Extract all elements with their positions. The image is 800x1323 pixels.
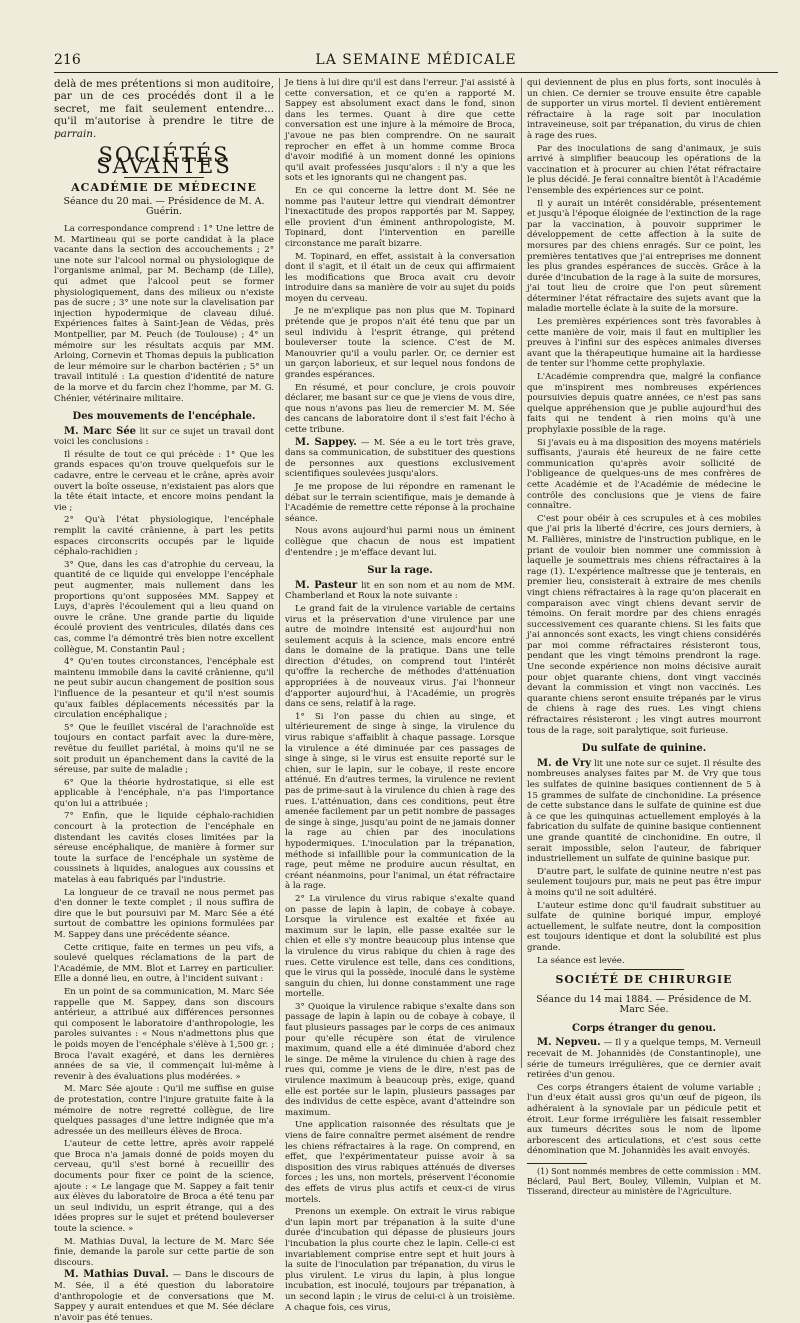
- paragraph: Les premières expériences sont très favorables à cette manière de voir, mais il faut en multiplier les preuves à l'infini sur des espèces animales diverses avant que la thérapeutique humaine ait la hardiesse de tenter sur l'homme cette prophylaxie.: [527, 317, 761, 370]
- speaker-name: M. Pasteur: [295, 579, 358, 591]
- paragraph: Je me propose de lui répondre en ramenant le débat sur le terrain scientifique, mais je demande à l'Académie de remettre cette réponse à la prochaine séance.: [285, 481, 515, 524]
- paragraph: Ces corps étrangers étaient de volume variable ; l'un d'eux était aussi gros qu'un œuf de pigeon, ils adhéraient à la synoviale par un pédicule petit et étroit. Leur forme irrégulière les faisait ressembler aux tumeurs décrites sous le nom de lipome arborescent des articulations, et c'est sous cette dénomination que M. Johannidès les avait envoyés.: [527, 1082, 761, 1157]
- paragraph: C'est pour obéir à ces scrupules et à ces mobiles que j'ai pris la liberté d'écrire, ces jours derniers, à M. Fallières, ministre de l'instruction publique, en le priant de vouloir bien nommer une commission à laquelle je soumettrais mes chiens réfractaires à la rage (1). L'expérience maîtresse que je tenterais, en premier lieu, consisterait à extraire de mes chenils vingt chiens réfractaires à la rage qu'on placerait en comparaison avec vingt chiens devant servir de témoins. On ferait mordre par des chiens enragés successivement ces quarante chiens. Si les faits que j'ai annoncés sont exacts, les vingt chiens considérés par moi comme réfractaires résisteront tous, pendant que les vingt témoins prendront la rage. Une seconde expérience non moins décisive aurait pour objet quarante chiens, dont vingt vaccinés devant la commission et vingt non vaccinés. Les quarante chiens seront ensuite trépanés par le virus de chiens à rage des rues. Les vingt chiens réfractaires résisteront ; les vingt autres mourront tous de la rage, soit paralytique, soit furieuse.: [527, 513, 761, 736]
- paragraph: 4° Qu'en toutes circonstances, l'encéphale est maintenu immobile dans la cavité crânienne, qu'il ne peut subir aucun changement de position sous l'influence de la pesanteur et qu'il n'est soumis qu'aux faibles déplacements nécessités par la circulation encéphalique ;: [54, 657, 274, 721]
- paragraph: La séance est levée.: [537, 955, 625, 966]
- speaker-name: M. de Vry: [537, 757, 592, 769]
- title-rule: [604, 969, 684, 970]
- paragraph: Une application raisonnée des résultats que je viens de faire connaître permet aisément de rendre les chiens réfractaires à la rage. On comprend, en effet, que l'expérimentateur puisse avoir à sa disposition des virus rabiques atténués de diverses forces ; les uns, non mortels, préservent l'économie des effets de virus plus actifs et ceux-ci de virus mortels.: [285, 1120, 515, 1205]
- paragraph: L'auteur estime donc qu'il faudrait substituer au sulfate de quinine boriqué impur, employé actuellement, le sulfate neutre, dont la composition est toujours identique et dont la solubilité est plus grande.: [527, 900, 761, 953]
- paragraph: [54, 427, 274, 448]
- meeting-line: Séance du 14 mai 1884. — Présidence de M. Marc Sée.: [536, 993, 752, 1016]
- speaker-name: M. Mathias Duval.: [64, 1269, 169, 1281]
- paragraph: En un point de sa communication, M. Marc Sée rappelle que M. Sappey, dans son discours antérieur, a attribué aux différences personnes qui composent le laboratoire d'anthropologie, les paroles suivantes : « Nous n'admettons plus que le poids moyen de l'encéphale s'élève à 1,500 gr. ; Broca l'avait exagéré, et dans les dernières années de sa vie, il commençait lui-même à revenir à des évaluations plus modérées. »: [54, 986, 274, 1082]
- column-rule: [279, 78, 280, 1068]
- speaker-name: M. Marc Sée: [64, 425, 137, 437]
- running-head: [54, 52, 778, 70]
- paragraph: 5° Que le feuillet viscéral de l'arachnoïde est toujours en contact parfait avec la dure-mère, revêtue du feuillet pariétal, à moins qu'il ne se soit produit un épanchement dans la cavité de la séreuse, par suite de maladie ;: [54, 722, 274, 776]
- paragraph: Cette critique, faite en termes un peu vifs, a soulevé quelques réclamations de la part de l'Académie, de MM. Blot et Larrey en particulier. Elle a donné lieu, en outre, à l'incident suivant :: [54, 942, 274, 985]
- paragraph: [285, 581, 515, 602]
- paragraph-text: lit sur ce sujet un travail dont voici les conclusions :: [54, 426, 274, 448]
- meeting-line: Séance du 20 mai. — Présidence de M. A. Guérin.: [63, 195, 265, 218]
- paragraph: En ce qui concerne la lettre dont M. Sée ne nomme pas l'auteur lettre qui viendrait démontrer l'inexactitude des propos rapportés par M. Sappey, elle provient d'un éminent anthropologiste, M. Topinard, dont l'intervention en pareille circonstance me paraît bizarre.: [285, 185, 515, 249]
- speaker-name: M. Sappey.: [295, 436, 357, 448]
- paragraph: [54, 1270, 274, 1323]
- paragraph: [285, 438, 515, 480]
- paragraph: 2° Qu'à l'état physiologique, l'encéphale remplit la cavité crânienne, à part les petits espaces circonscrits occupés par le liquide céphalo-rachidien ;: [54, 515, 274, 558]
- paragraph: 3° Que, dans les cas d'atrophie du cerveau, la quantité de ce liquide qui enveloppe l'encéphale peut augmenter, mais nullement dans les proportions qu'ont supposées MM. Sappey et Luys, d'après l'écoulement qui a lieu quand on ouvre le crâne. Une grande partie du liquide écoulé provient des ventricules, dilatés dans ces cas, comme l'a démontré très bien notre excellent collègue, M. Constantin Paul ;: [54, 559, 274, 655]
- paragraph: Si j'avais eu à ma disposition des moyens matériels suffisants, j'aurais été heureux de ne faire cette communication qu'après avoir sollicité de l'obligeance de quelques-uns de mes confrères de cette Académie et de l'Académie de médecine le contrôle des conclusions que je viens de faire connaître.: [527, 437, 761, 512]
- paragraph: Il y aurait un intérêt considérable, présentement et jusqu'à l'époque éloignée de l'extinction de la rage par la vaccination, à pouvoir supprimer le développement de cette affection à la suite de morsures par des chiens enragés. Sur ce point, les premières tentatives que j'ai entreprises me donnent les plus grandes espérances de succès. Grâce à la durée d'incubation de la rage à la suite de morsures, j'ai tout lieu de croire que l'on peut sûrement déterminer l'état réfractaire des sujets avant que la maladie mortelle éclate à la suite de la morsure.: [527, 198, 761, 315]
- paragraph: M. Marc Sée ajoute : Qu'il me suffise en guise de protestation, contre l'injure gratuite faite à la mémoire de notre regretté collègue, de lire quelques passages d'une lettre indignée que m'a adressée un des meilleurs élèves de Broca.: [54, 1084, 274, 1137]
- paragraph: [527, 1038, 761, 1080]
- lead-emphasis: parrain.: [54, 127, 97, 140]
- academy-heading: ACADÉMIE DE MÉDECINE: [71, 181, 257, 195]
- paragraph: L'Académie comprendra que, malgré la confiance que m'inspirent mes nombreuses expériences poursuivies depuis quatre années, ce n'est pas sans quelque appréhension que je publie aujourd'hui des faits qui ne tendent à rien moins qu'à une prophylaxie possible de la rage.: [527, 372, 761, 435]
- subheading: Du sulfate de quinine.: [581, 743, 707, 755]
- paragraph: Nous avons aujourd'hui parmi nous un éminent collègue que chacun de nous est impatient d'entendre ; je m'efface devant lui.: [285, 526, 515, 558]
- paragraph-text: lit en son nom et au nom de MM. Chamberland et Roux la note suivante :: [285, 580, 516, 602]
- paragraph-text: — Dans le discours de M. Sée, il a été question du laboratoire d'anthropologie et de conversations que M. Sappey y aurait entendues et que M. Sée déclare n'avoir pas été tenues.: [54, 1270, 275, 1323]
- paragraph: Il résulte de tout ce qui précède : 1° Que les grands espaces qu'on trouve quelquefois sur le cadavre, entre le cerveau et le crâne, après avoir ouvert la boîte osseuse, n'existaient pas alors que la tête était intacte, et encore moins pendant la vie ;: [54, 449, 274, 513]
- paragraph: L'auteur de cette lettre, après avoir rappelé que Broca n'a jamais donné de poids moyen du cerveau, qu'il s'est borné à recueillir des documents pour fixer ce point de la science, ajoute : « Le langage que M. Sappey a fait tenir aux élèves du laboratoire de Broca a été tenu par un seul individu, un esprit étrange, qui a des idées propres sur le sujet et prétend bouleverser toute la science. »: [54, 1139, 274, 1235]
- paragraph: M. Topinard, en effet, assistait à la conversation dont il s'agit, et il était un de ceux qui affirmaient les modifications que Broca avait cru devoir introduire dans sa manière de voir au sujet du poids moyen du cerveau.: [285, 251, 515, 304]
- subheading: Corps étranger du genou.: [572, 1022, 716, 1034]
- paragraph: 7° Enfin, que le liquide céphalo-rachidien concourt à la protection de l'encéphale en distendant les cavités closes limitées par la séreuse encéphalique, de manière à former sur toute la surface de l'encéphale un système de coussinets à liquides, analogues aux coussins et matelas à eau fabriqués par l'industrie.: [54, 811, 274, 886]
- paragraph: Prenons un exemple. On extrait le virus rabique d'un lapin mort par trépanation à la suite d'une durée d'incubation qui dépasse de plusieurs jours l'incubation la plus courte chez le lapin. Celle-ci est invariablement comprise entre sept et huit jours à la suite de l'inoculation par trépanation, du virus le plus virulent. Le virus du lapin, à plus longue incubation, est inoculé, toujours par trépanation, à un second lapin ; le virus de celui-ci à un troisième. A chaque fois, ces virus,: [285, 1207, 515, 1313]
- paragraph: 1° Si l'on passe du chien au singe, et ultérieurement de singe à singe, la virulence du virus rabique s'affaiblit à chaque passage. Lorsque la virulence a été diminuée par ces passages de singe à singe, si le virus est ensuite reporté sur le chien, sur le lapin, sur le cobaye, il reste encore atténué. En d'autres termes, la virulence ne revient pas de prime-saut à la virulence du chien à rage des rues. L'atténuation, dans ces conditions, peut être amenée facilement par un petit nombre de passages de singe à singe, jusqu'au point de ne jamais donner la rage au chien par des inoculations hypodermiques. L'inoculation par la trépanation, méthode si infaillible pour la communication de la rage, peut même ne produire aucun résultat, en créant néanmoins, pour l'animal, un état réfractaire à la rage.: [285, 711, 515, 892]
- paragraph: qui deviennent de plus en plus forts, sont inoculés à un chien. Ce dernier se trouve ensuite être capable de supporter un virus mortel. Il devient entièrement réfractaire à la rage soit par inoculation intraveineuse, soit par trépanation, du virus de chien à rage des rues.: [527, 78, 761, 141]
- paragraph-text: lit une note sur ce sujet. Il résulte des nombreuses analyses faites par M. de Vry que tous les sulfates de quinine basiques contiennent de 5 à 15 grammes de sulfate de cinchonidine. La présence de cette substance dans le sulfate de quinine est due à ce que les quinquinas actuellement employés à la fabrication du sulfate de quinine basique contiennent une grande quantité de cinchonidine. En outre, il serait impossible, selon l'auteur, de fabriquer industriellement un sulfate de quinine basique pur.: [527, 758, 761, 865]
- subheading: Sur la rage.: [367, 565, 433, 577]
- paragraph: Je tiens à lui dire qu'il est dans l'erreur. J'ai assisté à cette conversation, et ce qu'en a rapporté M. Sappey est absolument exact dans le fond, sinon dans les termes. Quant à dire que cette conversation est une injure à la mémoire de Broca, j'avoue ne pas bien comprendre. On ne saurait reprocher en effet à un homme comme Broca d'avoir modifié à un moment donné les opinions qu'il avait professées jusqu'alors : il n'y a que les sots et les ignorants qui ne changent pas.: [285, 78, 515, 184]
- paragraph: Par des inoculations de sang d'animaux, je suis arrivé à simplifier beaucoup les opérations de la vaccination et à procurer au chien l'état réfractaire le plus décidé. Je ferai connaître bientôt à l'Académie l'ensemble des expériences sur ce point.: [527, 143, 761, 196]
- lead-paragraph: [54, 78, 274, 140]
- paragraph: 6° Que la théorie hydrostatique, si elle est applicable à l'encéphale, n'a pas l'importance qu'on lui a attribuée ;: [54, 777, 274, 809]
- footnote: (1) Sont nommés membres de cette commission : MM. Béclard, Paul Bert, Bouley, Villemin, Vulpian et M. Tisserand, directeur au ministère de l'Agriculture.: [527, 1167, 761, 1196]
- page-number: 216: [54, 52, 81, 68]
- paragraph: Je ne m'explique pas non plus que M. Topinard prétende que je propos n'ait été tenu que par un seul individu à l'esprit étrange, qui prétend bouleverser toute la science. C'est de M. Manouvrier qu'il a voulu parler. Or, ce dernier est un garçon laborieux, et sur lequel nous fondons de grandes espérances.: [285, 306, 515, 381]
- column-3: [527, 78, 761, 1196]
- header-rule: [54, 72, 778, 73]
- section-heading: SOCIÉTÉ DE CHIRURGIE: [555, 973, 733, 987]
- speaker-name: M. Nepveu.: [537, 1037, 601, 1049]
- paragraph: Le grand fait de la virulence variable de certains virus et la préservation d'une virulence par une autre de moindre intensité est aujourd'hui non seulement acquis à la science, mais encore entré dans le domaine de la pratique. Dans une telle direction d'études, on comprend tout l'intérêt qu'offre la recherche de méthodes d'atténuation appropriées à de nouveaux virus. J'ai l'honneur d'apporter aujourd'hui, à l'Académie, un progrès dans ce sens, relatif à la rage.: [285, 603, 515, 710]
- paragraph: [527, 759, 761, 865]
- column-2: [285, 78, 516, 1313]
- paragraph: 3° Quoique la virulence rabique s'exalte dans son passage de lapin à lapin ou de cobaye à cobaye, il faut plusieurs passages par le corps de ces animaux pour qu'elle récupère son état de virulence maximum, quand elle a été diminuée d'abord chez le singe. De même la virulence du chien à rage des rues qui, comme je viens de le dire, n'est pas de virulence maximum à beaucoup près, exige, quand elle est portée sur le lapin, plusieurs passages par des individus de cette espèce, avant d'atteindre son maximum.: [285, 1001, 515, 1118]
- subheading: Des mouvements de l'encéphale.: [72, 411, 256, 423]
- footnote-rule: [527, 1163, 587, 1164]
- title-rule: [604, 989, 684, 990]
- paragraph-text: — Il y a quelque temps, M. Verneuil recevait de M. Johannidès (de Constantinople), une série de tumeurs irrégulières, que ce dernier avait retirées d'un genou.: [527, 1038, 761, 1081]
- paragraph: En résumé, et pour conclure, je crois pouvoir déclarer, me basant sur ce que je viens de vous dire, que nous n'avons pas lieu de remercier M. M. Sée des cancans de laboratoire dont il s'est fait l'écho à cette tribune.: [285, 382, 515, 435]
- section-title: SOCIÉTÉS SAVANTES: [96, 143, 232, 178]
- column-1: [54, 78, 275, 1323]
- paragraph: D'autre part, le sulfate de quinine neutre n'est pas seulement toujours pur, mais ne peut pas être impur à moins qu'il ne soit adultéré.: [527, 866, 761, 898]
- journal-title: LA SEMAINE MÉDICALE: [315, 52, 517, 68]
- column-rule: [521, 78, 522, 1068]
- paragraph: La longueur de ce travail ne nous permet pas d'en donner le texte complet ; il nous suffira de dire que le but poursuivi par M. Marc Sée a été surtout de combattre les opinions formulées par M. Sappey dans une précédente séance.: [54, 887, 274, 940]
- paragraph: 2° La virulence du virus rabique s'exalte quand on passe de lapin à lapin, de cobaye à cobaye. Lorsque la virulence est exaltée et fixée au maximum sur le lapin, elle passe exaltée sur le chien et elle s'y montre beaucoup plus intense que la virulence du virus rabique du chien à rage des rues. Cette virulence est telle, dans ces conditions, que le virus qui la possède, inoculé dans le système sanguin du chien, lui donne constamment une rage mortelle.: [285, 893, 515, 1000]
- paragraph: M. Mathias Duval, la lecture de M. Marc Sée finie, demande la parole sur cette partie de son discours.: [54, 1236, 274, 1268]
- paragraph-text: — M. Sée a eu le tort très grave, dans sa communication, de substituer des questions de personnes aux questions exclusivement scientifiques soulevées jusqu'alors.: [285, 437, 515, 480]
- correspondence-paragraph: La correspondance comprend : 1° Une lettre de M. Martineau qui se porte candidat à la place vacante dans la section des accouchements ; 2° une note sur l'alcool normal ou physiologique de l'organisme animal, par M. Bechamp (de Lille), qui admet que l'alcool peut se former physiologiquement, dans des milieux ou n'existe pas de sucre ; 3° une note sur la clavelisation par injection hypodermique de claveau dilué. Expériences faites à Saint-Jean de Védas, près Montpellier, par M. Peuch (de Toulouse) ; 4° un mémoire sur les résultats acquis par MM. Arloing, Cornevin et Thomas depuis la publication de leur mémoire sur le charbon bactérien ; 5° un travail intitulé : La question d'identité de nature de la morve et du farcin chez l'homme, par M. G. Chénier, vétérinaire militaire.: [54, 224, 274, 404]
- lead-text: delà de mes prétentions si mon auditoire, par un de ces procédés dont il a le secret, me fait seulement entendre... qu'il m'autorise à prendre le titre de: [54, 78, 274, 128]
